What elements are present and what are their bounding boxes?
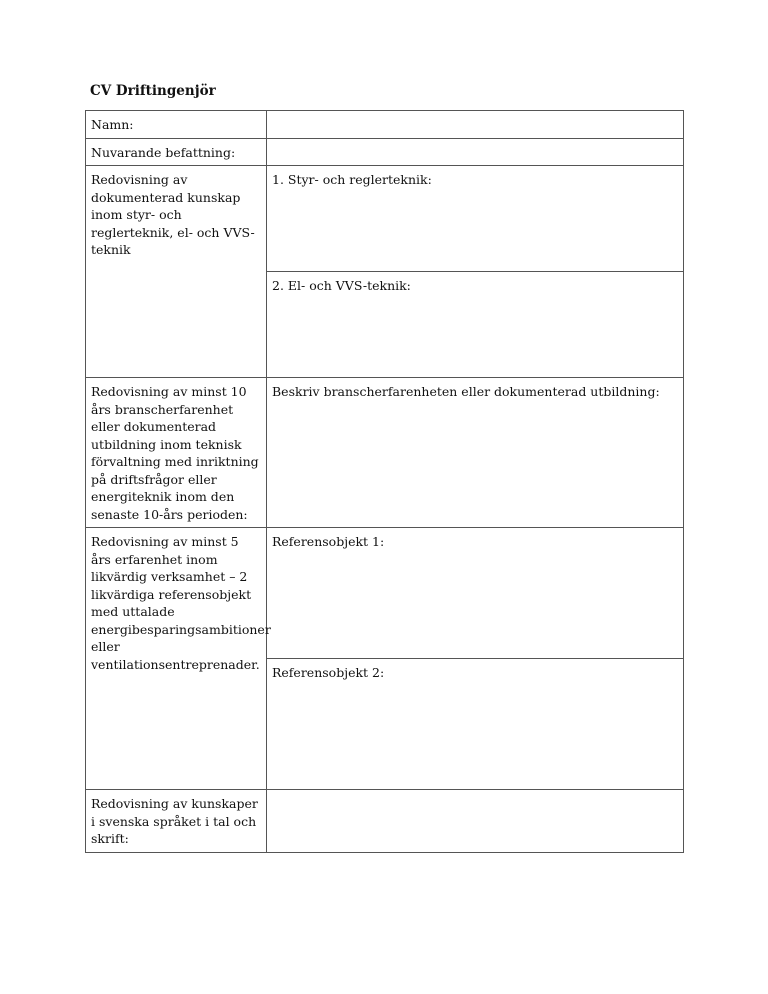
control-regulation-label: 1. Styr- och reglerteknik: [272, 172, 432, 187]
position-label: Nuvarande befattning: [86, 138, 267, 166]
table-row [86, 166, 684, 272]
knowledge-label: Redovisning av dokumenterad kunskap inom styr- och reglerteknik, el- och VVS-teknik [86, 166, 267, 378]
language-field[interactable] [267, 790, 684, 853]
table-row [86, 790, 684, 853]
electrical-hvac-label: 2. El- och VVS-teknik: [272, 278, 411, 293]
table-row [86, 528, 684, 659]
reference2-field[interactable] [267, 659, 684, 790]
cv-form-table [85, 110, 684, 853]
document-title: CV Driftingenjör [90, 83, 216, 99]
table-row [86, 378, 684, 528]
name-field[interactable] [267, 111, 684, 139]
experience10-prompt: Beskriv branscherfarenheten eller dokumenterad utbildning: [272, 384, 660, 399]
reference1-label: Referensobjekt 1: [272, 534, 385, 549]
table-row [86, 111, 684, 139]
reference2-label: Referensobjekt 2: [272, 665, 385, 680]
experience10-label: Redovisning av minst 10 års branscherfarenhet eller dokumenterad utbildning inom teknisk förvaltning med inriktning på driftsfrågor eller energiteknik inom den senaste 10-års perioden: [86, 378, 267, 528]
control-regulation-field[interactable] [267, 166, 684, 272]
experience5-label: Redovisning av minst 5 års erfarenhet inom likvärdig verksamhet – 2 likvärdiga referensobjekt med uttalade energibesparingsambitioner eller ventilationsentreprenader. [86, 528, 267, 790]
experience10-field[interactable] [267, 378, 684, 528]
electrical-hvac-field[interactable] [267, 272, 684, 378]
table-row [86, 138, 684, 166]
language-label: Redovisning av kunskaper i svenska språket i tal och skrift: [86, 790, 267, 853]
reference1-field[interactable] [267, 528, 684, 659]
name-label: Namn: [86, 111, 267, 139]
position-field[interactable] [267, 138, 684, 166]
